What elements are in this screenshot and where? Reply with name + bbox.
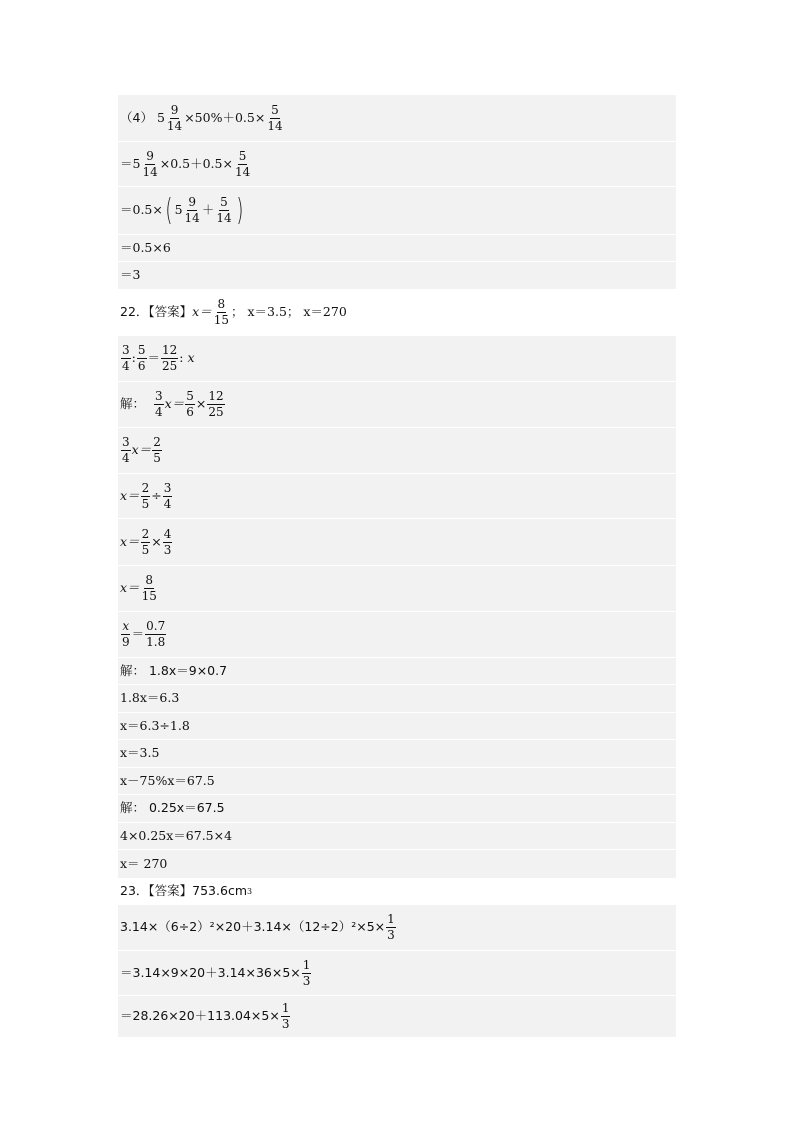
q22-step-7: 1.8x＝6.3 <box>118 685 676 713</box>
q22-equation-3: x－75%x＝67.5 <box>118 768 676 795</box>
q22-step-2: $\frac{3}{4}$ x＝ $\frac{2}{5}$ <box>118 428 676 474</box>
answer-text: x＝ <box>192 304 212 320</box>
fraction: $\frac{5}{14}$ <box>216 195 232 225</box>
q22-step-12: x＝ 270 <box>118 850 676 879</box>
fraction: $\frac{8}{15}$ <box>213 297 229 327</box>
mixed-whole: 5 <box>156 109 165 125</box>
left-paren: ( <box>165 192 173 228</box>
document-page <box>118 95 676 1038</box>
q22-step-4: x＝ $\frac{2}{5}$ × $\frac{4}{3}$ <box>118 519 676 566</box>
q22-step-3: x＝ $\frac{2}{5}$ ÷ $\frac{3}{4}$ <box>118 474 676 519</box>
unit-exponent: 3 <box>247 886 253 896</box>
expression-text: ×50%＋0.5× <box>184 109 266 125</box>
q22-step-9: x＝3.5 <box>118 740 676 768</box>
q22-step-6: 解： 1.8x＝9×0.7 <box>118 658 676 685</box>
expression-text: ＝5 <box>120 155 141 171</box>
question-number: 22．【答案】 <box>120 304 193 320</box>
fraction: $\frac{5}{14}$ <box>234 148 251 179</box>
variable: x <box>187 350 195 366</box>
q22-answer-header <box>118 290 676 336</box>
q23-line-1: 3.14×（6÷2）²×20＋3.14×（12÷2）²×5× $\frac{1}{3}$ <box>118 905 676 951</box>
answer-text: ； x＝3.5； x＝270 <box>231 304 347 320</box>
problem-4-line-2 <box>118 142 676 187</box>
fraction: $\frac{9}{14}$ <box>184 195 200 225</box>
fraction: $\frac{5}{14}$ <box>267 102 283 133</box>
q22-step-10: 解： 0.25x＝67.5 <box>118 795 676 823</box>
q23-line-2: ＝3.14×9×20＋3.14×36×5× $\frac{1}{3}$ <box>118 951 676 996</box>
expression-text: ＝0.5× <box>120 202 163 218</box>
q23-solution-block <box>118 905 676 1038</box>
fraction: $\frac{9}{14}$ <box>142 148 158 179</box>
right-paren: ) <box>235 192 243 228</box>
problem-4-line-4 <box>118 235 676 262</box>
plus-sign: ＋ <box>201 202 215 218</box>
q22-step-5: x＝ $\frac{8}{15}$ <box>118 566 676 612</box>
q22-step-8: x＝6.3÷1.8 <box>118 713 676 740</box>
expression-text: ＝3 <box>120 267 141 283</box>
problem-label: （4） <box>120 109 153 125</box>
q23-line-3: ＝28.26×20＋113.04×5× $\frac{1}{3}$ <box>118 996 676 1038</box>
problem-4-block <box>118 95 676 290</box>
problem-4-line-5 <box>118 262 676 290</box>
q22-solution-block <box>118 336 676 879</box>
q22-equation-2: $\frac{x}{9}$ ＝ $\frac{0.7}{1.8}$ <box>118 612 676 658</box>
problem-4-line-3 <box>118 187 676 235</box>
question-number: 23．【答案】753.6cm <box>120 883 247 899</box>
q22-equation-1: $\frac{3}{4}$ : $\frac{5}{6}$ ＝ $\frac{12}{25}$ : x <box>118 336 676 382</box>
solution-label: 解： <box>120 396 146 412</box>
expression-text: ＝0.5×6 <box>120 239 171 255</box>
expression-text: ×0.5＋0.5× <box>159 155 233 171</box>
q22-step-1: 解： $\frac{3}{4}$ x＝ $\frac{5}{6}$ × $\frac{12}{25}$ <box>118 382 676 428</box>
problem-4-line-1 <box>118 95 676 142</box>
mixed-whole: 5 <box>174 202 183 218</box>
q23-answer-header <box>118 879 676 905</box>
fraction: $\frac{9}{14}$ <box>166 102 183 133</box>
q22-step-11: 4×0.25x＝67.5×4 <box>118 823 676 850</box>
